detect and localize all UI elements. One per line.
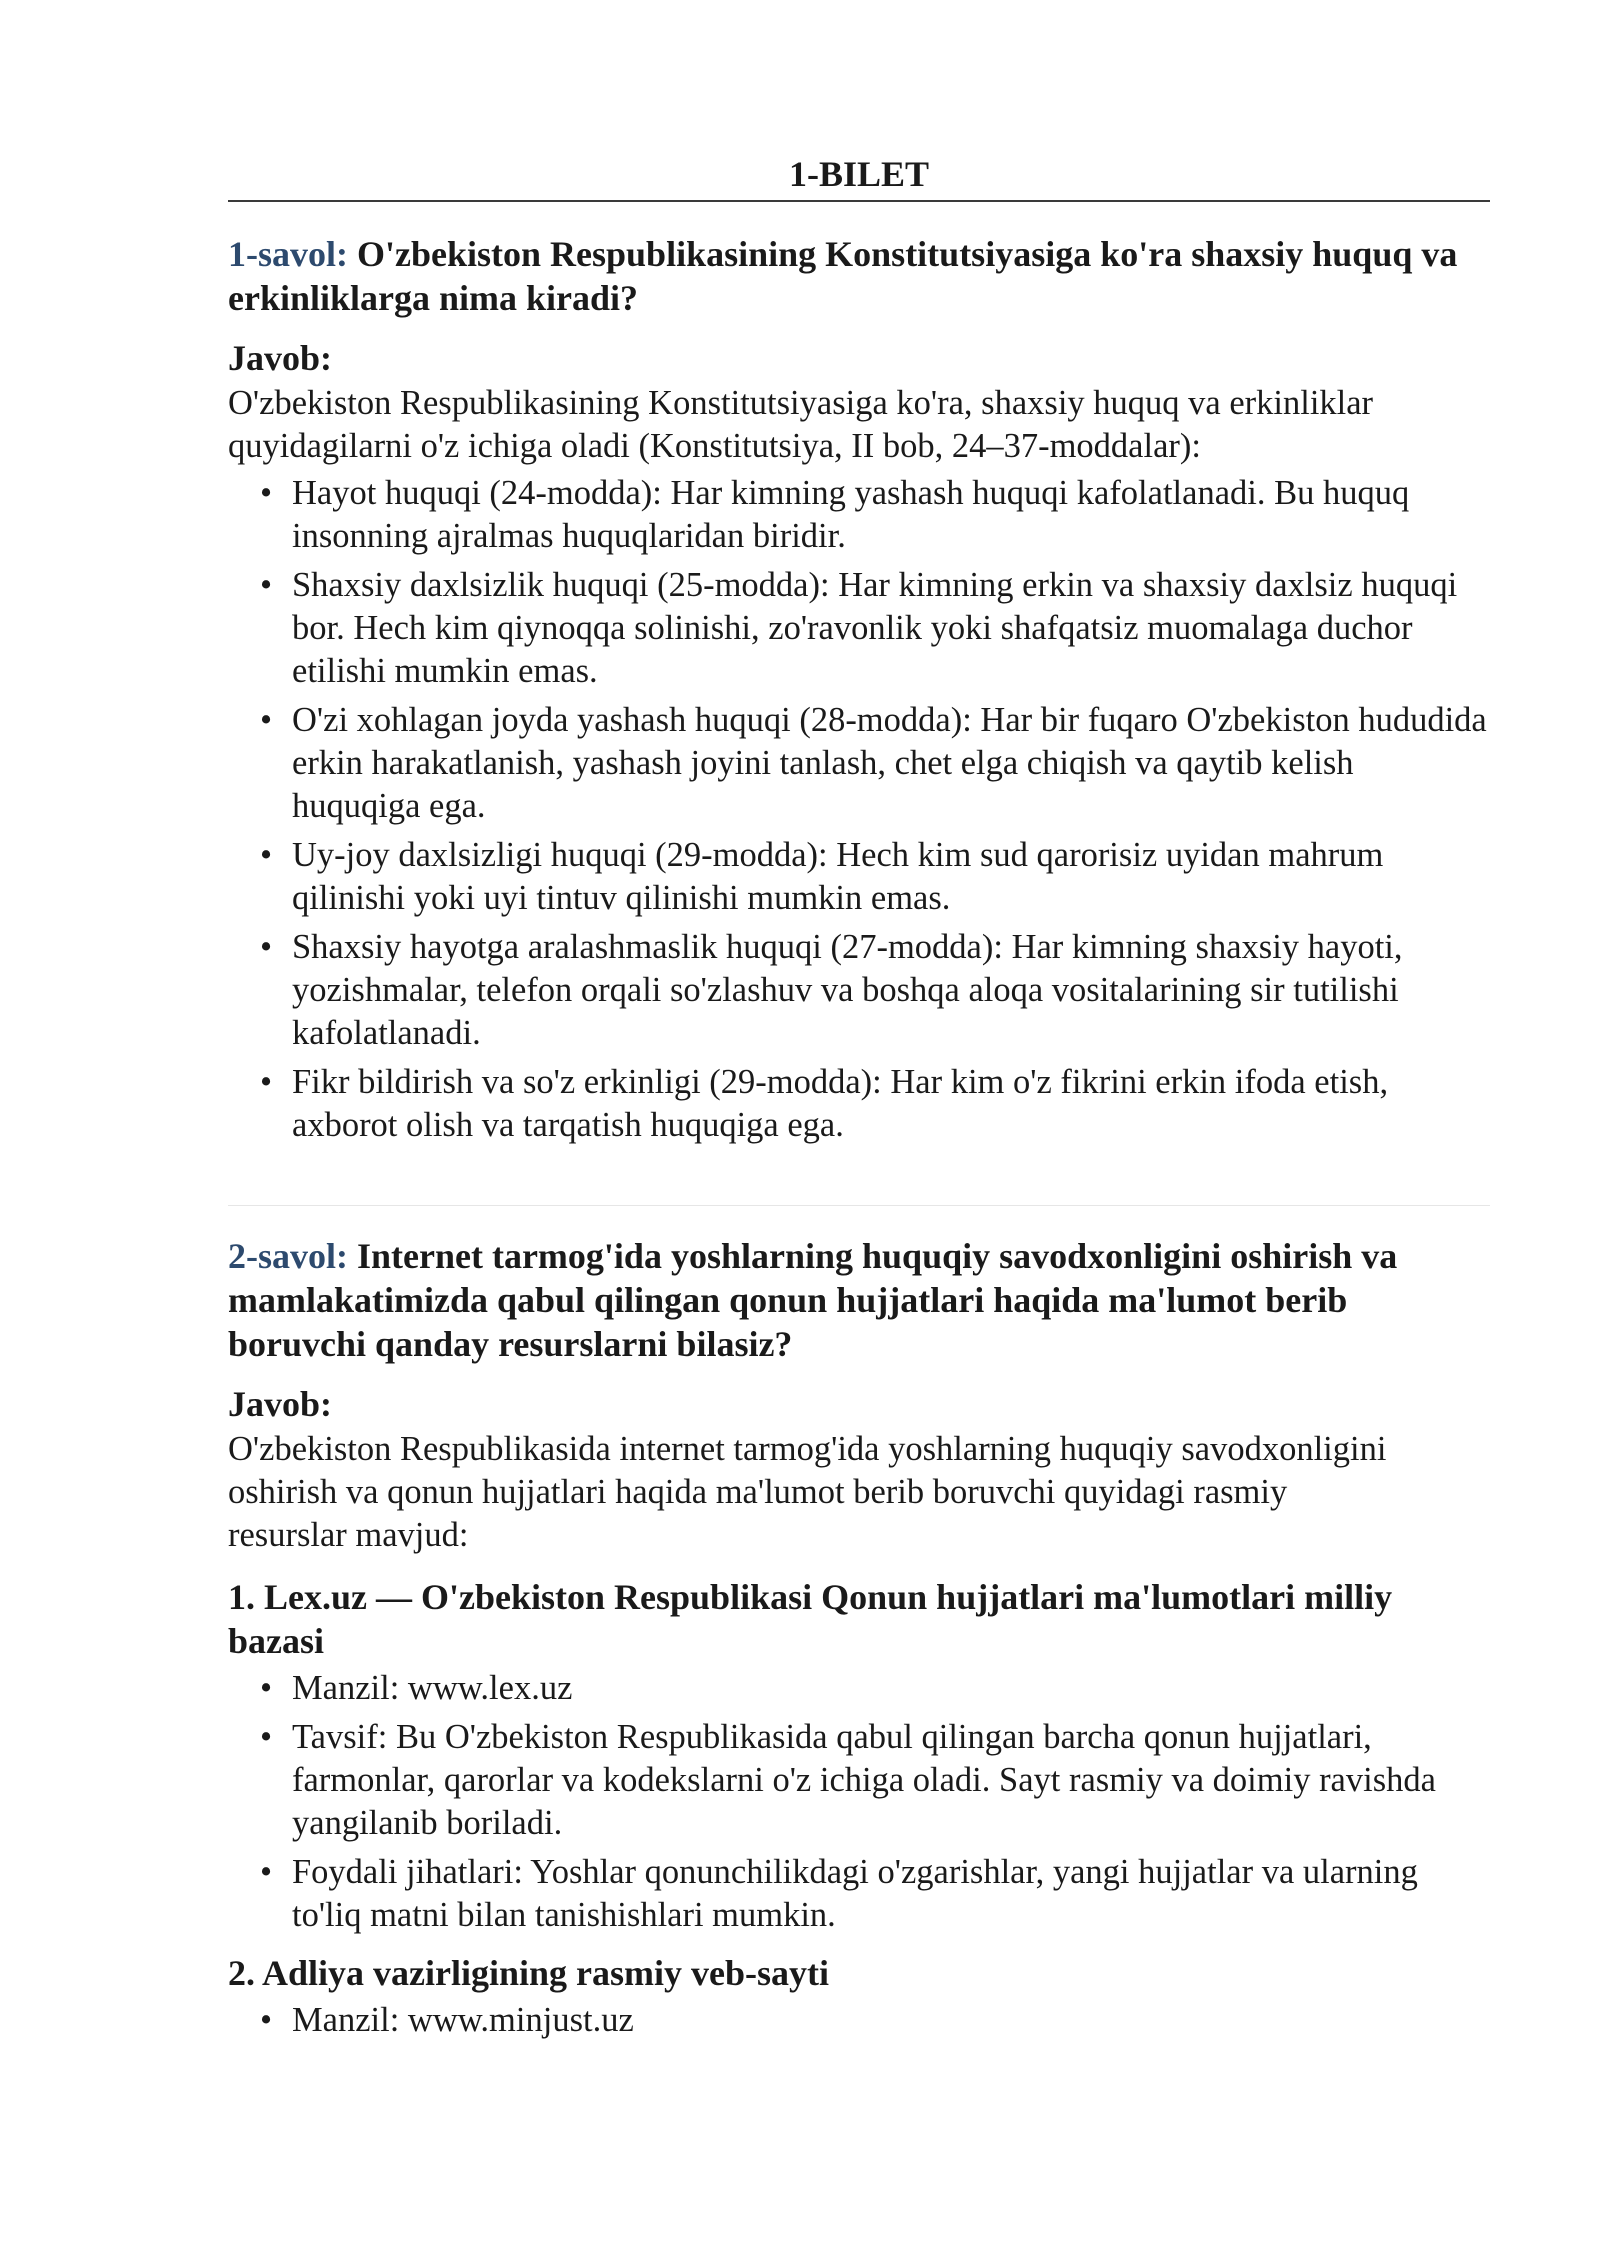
answer-2-intro: O'zbekiston Respublikasida internet tarmog'ida yoshlarning huquqiy savodxonligini oshirish va qonun hujjatlari haqida ma'lumot berib boruvchi quyidagi rasmiy resurslar mavjud:	[228, 1430, 1387, 1554]
list-item: • Uy-joy daxlsizligi huquqi (29-modda): Hech kim sud qarorisiz uyidan mahrum qilinishi yoki uyi tintuv qilinishi mumkin emas.	[260, 836, 1384, 917]
ticket-title: 1-BILET	[228, 150, 1490, 202]
list-item: • Fikr bildirish va so'z erkinligi (29-modda): Har kim o'z fikrini erkin ifoda etish, axborot olish va tarqatish huquqiga ega.	[260, 1063, 1389, 1144]
answer-1-intro: O'zbekiston Respublikasining Konstitutsiyasiga ko'ra, shaxsiy huquq va erkinliklar quyidagilarni o'z ichiga oladi (Konstitutsiya, II bob, 24–37-moddalar):	[228, 384, 1374, 465]
bullet-icon: •	[260, 1853, 273, 1891]
bullet-icon: •	[260, 1063, 273, 1101]
resource-1-heading: 1. Lex.uz — O'zbekiston Respublikasi Qonun hujjatlari ma'lumotlari milliy bazasi	[228, 1577, 1393, 1661]
bullet-icon: •	[260, 1669, 273, 1707]
list-item: • Manzil: www.lex.uz	[292, 1667, 1490, 1710]
question-1-text: O'zbekiston Respublikasining Konstitutsiyasiga ko'ra shaxsiy huquq va erkinliklarga nima kiradi?	[228, 234, 1458, 318]
question-1	[228, 232, 1478, 320]
question-2-number: 2-savol:	[228, 1236, 348, 1276]
list-item: • Manzil: www.minjust.uz	[292, 1999, 1490, 2042]
answer-1-list	[228, 472, 1490, 1147]
list-item: • Shaxsiy daxlsizlik huquqi (25-modda): Har kimning erkin va shaxsiy daxlsiz huquqi bor. Hech kim qiynoqqa solinishi, zo'ravonlik yoki shafqatsiz muomalaga duchor etilishi mumkin emas.	[260, 566, 1458, 690]
resource-2-heading: 2. Adliya vazirligining rasmiy veb-sayti	[228, 1953, 830, 1993]
bullet-icon: •	[260, 566, 273, 604]
question-2-text: Internet tarmog'ida yoshlarning huquqiy savodxonligini oshirish va mamlakatimizda qabul qilingan qonun hujjatlari haqida ma'lumot berib boruvchi qanday resurslarni bilasiz?	[228, 1236, 1398, 1364]
list-item: • O'zi xohlagan joyda yashash huquqi (28-modda): Har bir fuqaro O'zbekiston hududida erkin harakatlanish, yashash joyini tanlash, chet elga chiqish va qaytib kelish huquqiga ega.	[260, 701, 1487, 825]
question-1-number: 1-savol:	[228, 234, 348, 274]
bullet-icon: •	[260, 474, 273, 512]
question-2	[228, 1234, 1478, 1366]
resource-2-list	[228, 1999, 1490, 2042]
list-item: • Tavsif: Bu O'zbekiston Respublikasida qabul qilingan barcha qonun hujjatlari, farmonlar, qarorlar va kodekslarni o'z ichiga oladi. Sayt rasmiy va doimiy ravishda yangilanib boriladi.	[260, 1718, 1436, 1842]
resource-1-list	[228, 1667, 1490, 1937]
bullet-icon: •	[260, 836, 273, 874]
bullet-icon: •	[260, 2001, 273, 2039]
bullet-icon: •	[260, 701, 273, 739]
answer-2-label: Javob:	[228, 1384, 333, 1424]
section-divider	[228, 1205, 1490, 1206]
list-item: • Hayot huquqi (24-modda): Har kimning yashash huquqi kafolatlanadi. Bu huquq insonning ajralmas huquqlaridan biridir.	[260, 474, 1410, 555]
document-page	[228, 150, 1490, 2048]
list-item: • Shaxsiy hayotga aralashmaslik huquqi (27-modda): Har kimning shaxsiy hayoti, yozishmalar, telefon orqali so'zlashuv va boshqa aloqa vositalarining sir tutilishi kafolatlanadi.	[260, 928, 1403, 1052]
bullet-icon: •	[260, 1718, 273, 1756]
answer-1-label: Javob:	[228, 338, 333, 378]
bullet-icon: •	[260, 928, 273, 966]
list-item: • Foydali jihatlari: Yoshlar qonunchilikdagi o'zgarishlar, yangi hujjatlar va ularning to'liq matni bilan tanishishlari mumkin.	[260, 1853, 1418, 1934]
